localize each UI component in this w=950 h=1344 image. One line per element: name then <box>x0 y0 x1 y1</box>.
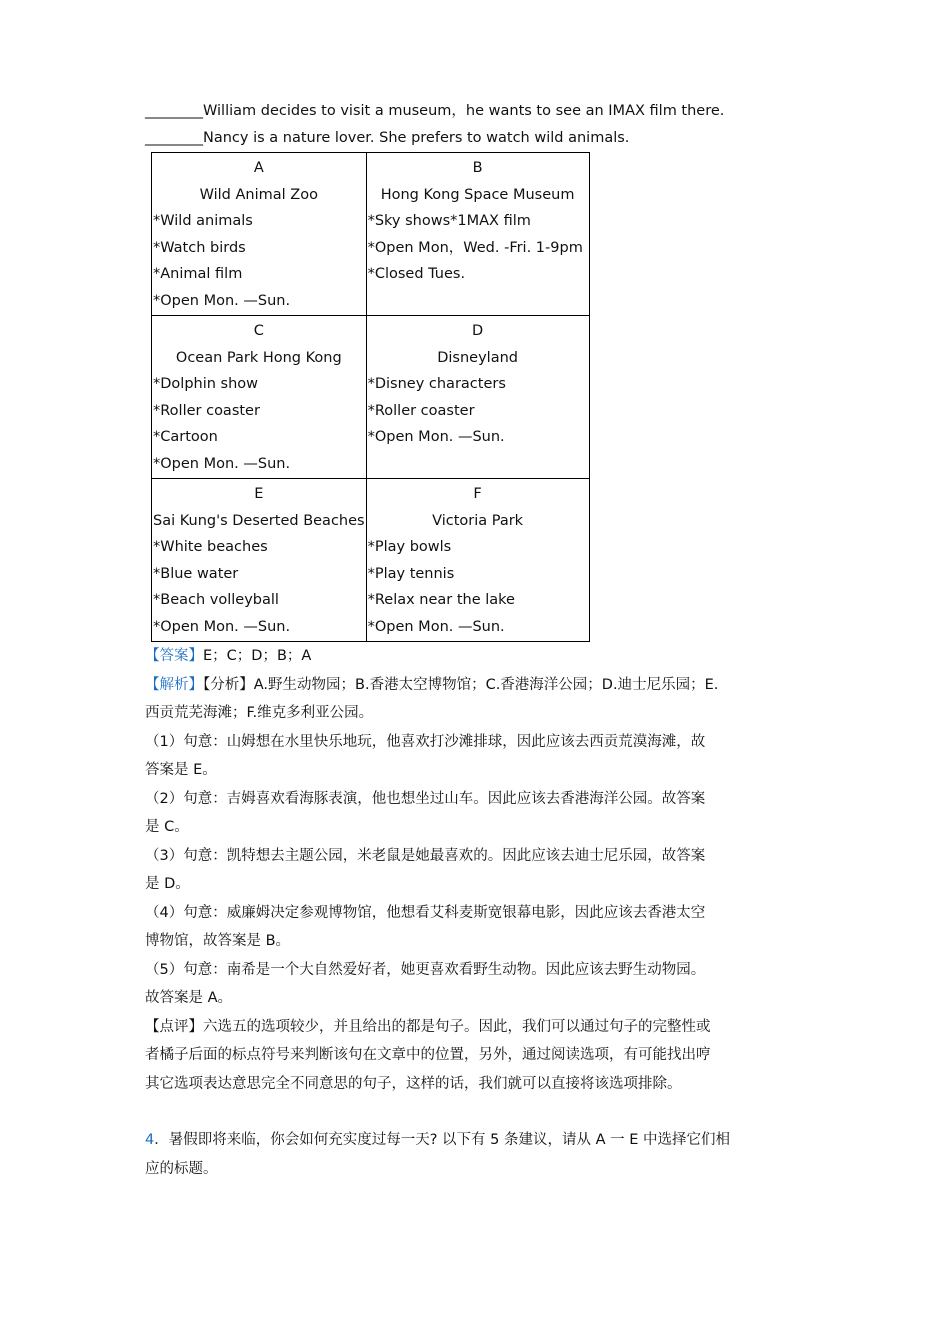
option-name: Hong Kong Space Museum <box>380 186 575 203</box>
option-cell-b <box>366 153 589 316</box>
question-number: 4 <box>145 1132 155 1148</box>
analysis-item-line: （1）句意：山姆想在水里快乐地玩，他喜欢打沙滩排球，因此应该去西贡荒漠海滩，故 <box>145 733 706 750</box>
option-letter: D <box>472 323 484 339</box>
options-table <box>151 152 590 642</box>
option-letter: E <box>254 486 264 502</box>
option-letter: A <box>253 160 264 176</box>
option-spacer <box>368 288 588 315</box>
option-cell-f <box>366 479 589 642</box>
option-feature: *Animal film <box>153 266 243 282</box>
option-feature: *Open Mon. —Sun. <box>153 455 291 472</box>
question-line <box>145 98 810 125</box>
analysis-item-line: （4）句意：威廉姆决定参观博物馆，他想看艾科麦斯宽银幕电影，因此应该去香港太空 <box>145 904 706 921</box>
option-feature: *Roller coaster <box>367 402 475 419</box>
option-name: Victoria Park <box>432 512 524 529</box>
question-text: William decides to visit a museum，he wants to see an IMAX film there. <box>203 103 725 119</box>
answer-label: 【答案】 <box>145 648 203 664</box>
option-name: Wild Animal Zoo <box>199 186 318 203</box>
question-line <box>145 125 810 152</box>
option-feature: *Open Mon. —Sun. <box>367 618 505 635</box>
question-4-text: ．暑假即将来临，你会如何充实度过每一天? 以下有 5 条建议，请从 A 一 E 中选择它们相 <box>154 1132 730 1148</box>
option-feature: *Open Mon. —Sun. <box>153 292 291 309</box>
answer-text: E；C；D；B；A <box>203 648 312 664</box>
option-feature: *Dolphin show <box>153 376 259 392</box>
option-feature: *Open Mon. —Sun. <box>367 429 505 445</box>
option-feature: *Open Mon. —Sun. <box>153 618 291 635</box>
comment-line: 者橘子后面的标点符号来判断该句在文章中的位置，另外，通过阅读选项，有可能找出哼 <box>145 1047 711 1063</box>
analysis-intro <box>145 671 810 700</box>
analysis-item-line: （3）句意：凯特想去主题公园，米老鼠是她最喜欢的。因此应该去迪士尼乐园，故答案 <box>145 847 706 864</box>
option-letter: F <box>473 486 482 502</box>
question-4 <box>145 1126 810 1155</box>
option-feature: *Closed Tues. <box>367 266 466 282</box>
analysis-item-line: 博物馆，故答案是 B。 <box>145 933 291 949</box>
question-4-cont: 应的标题。 <box>145 1160 218 1177</box>
option-feature: *Watch birds <box>153 239 246 256</box>
analysis-item-line: （2）句意：吉姆喜欢看海豚表演，他也想坐过山车。因此应该去香港海洋公园。故答案 <box>145 790 706 807</box>
option-feature: *Wild animals <box>153 213 253 229</box>
option-feature: *Play tennis <box>367 565 455 582</box>
analysis-intro-text: 【分析】A.野生动物园；B.香港太空博物馆；C.香港海洋公园；D.迪士尼乐园；E. <box>203 676 719 693</box>
analysis-item-line: 答案是 E。 <box>145 762 217 778</box>
option-feature: *Cartoon <box>153 429 218 445</box>
option-name: Sai Kung's Deserted Beaches <box>153 512 365 529</box>
option-cell-a <box>152 153 367 316</box>
answer-line <box>145 642 810 671</box>
option-cell-c <box>152 316 367 479</box>
option-feature: *Sky shows*1MAX film <box>367 213 531 229</box>
analysis-item-line: （5）句意：南希是一个大自然爱好者，她更喜欢看野生动物。因此应该去野生动物园。 <box>145 961 706 978</box>
document-page <box>145 98 810 1183</box>
option-name: Disneyland <box>437 349 518 366</box>
comment-line: 【点评】六选五的选项较少，并且给出的都是句子。因此，我们可以通过句子的完整性或 <box>145 1018 711 1035</box>
analysis-item-line: 是 C。 <box>145 819 189 835</box>
option-feature: *Blue water <box>153 565 239 582</box>
option-spacer <box>368 451 588 478</box>
analysis-item-line: 故答案是 A。 <box>145 990 233 1006</box>
answer-blank[interactable]: ________ <box>145 103 203 119</box>
option-feature: *Play bowls <box>367 539 452 555</box>
option-feature: *Beach volleyball <box>153 592 279 608</box>
option-feature: *Open Mon，Wed. -Fri. 1-9pm <box>367 239 583 256</box>
option-feature: *Roller coaster <box>153 402 260 419</box>
option-feature: *Disney characters <box>367 376 506 392</box>
analysis-intro-cont: 西贡荒芜海滩；F.维克多利亚公园。 <box>145 705 374 721</box>
option-feature: *White beaches <box>153 539 268 555</box>
analysis-item-line: 是 D。 <box>145 876 190 892</box>
option-feature: *Relax near the lake <box>367 592 515 608</box>
option-letter: B <box>472 160 483 176</box>
answer-blank[interactable]: ________ <box>145 130 203 146</box>
analysis-label: 【解析】 <box>145 676 203 693</box>
option-cell-e <box>152 479 367 642</box>
option-letter: C <box>253 323 264 339</box>
comment-line: 其它选项表达意思完全不同意思的句子，这样的话，我们就可以直接将该选项排除。 <box>145 1075 682 1092</box>
option-cell-d <box>366 316 589 479</box>
option-name: Ocean Park Hong Kong <box>175 349 342 366</box>
question-text: Nancy is a nature lover. She prefers to watch wild animals. <box>203 130 630 146</box>
